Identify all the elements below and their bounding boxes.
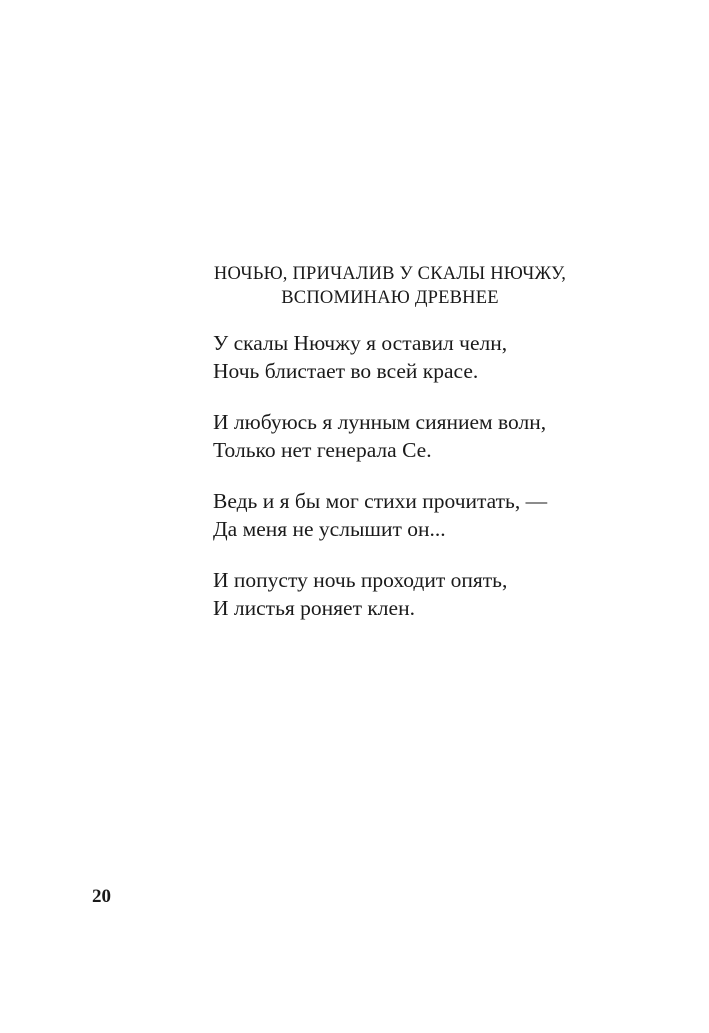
poem-title (150, 262, 630, 310)
verse-line: Ночь блистает во всей красе. (213, 359, 479, 383)
verse-line: Только нет генерала Се. (213, 438, 432, 462)
verse-line: И любуюсь я лунным сиянием волн, (213, 410, 547, 434)
poem-title-line: НОЧЬЮ, ПРИЧАЛИВ У СКАЛЫ НЮЧЖУ, (213, 264, 567, 284)
stanza (213, 408, 673, 464)
stanza (213, 329, 673, 385)
poem-body (213, 329, 673, 645)
stanza (213, 566, 673, 622)
page-number: 20 (92, 886, 111, 907)
verse-line: Ведь и я бы мог стихи прочитать, — (213, 489, 548, 513)
poem-title-line: ВСПОМИНАЮ ДРЕВНЕЕ (281, 288, 499, 308)
verse-line: И попусту ночь проходит опять, (213, 568, 508, 592)
verse-line: У скалы Нючжу я оставил челн, (213, 331, 508, 355)
verse-line: Да меня не услышит он... (213, 517, 446, 541)
stanza (213, 487, 673, 543)
verse-line: И листья роняет клен. (213, 596, 415, 620)
